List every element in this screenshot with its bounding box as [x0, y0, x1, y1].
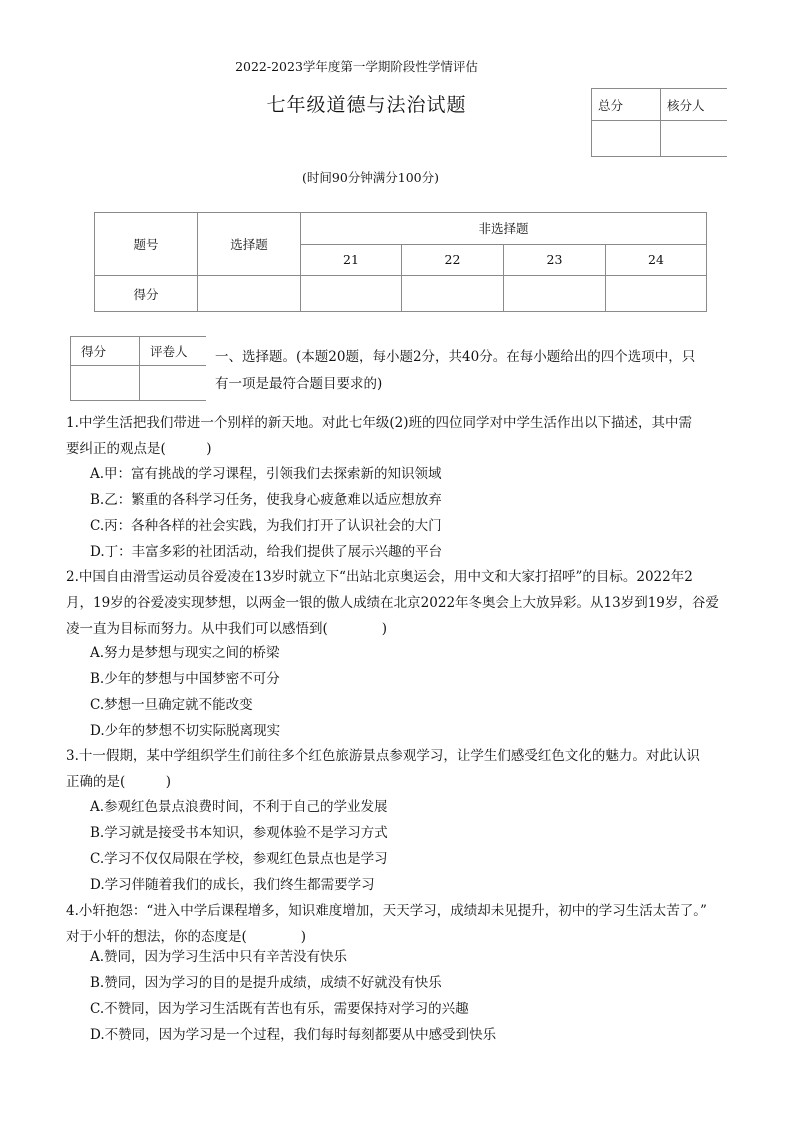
option-c: C.学习不仅仅局限在学校，参观红色景点也是学习 — [90, 851, 388, 867]
option-b: B.少年的梦想与中国梦密不可分 — [90, 671, 280, 687]
question-line: 凌一直为目标而努力。从中我们可以感悟到( ) — [66, 621, 388, 637]
question-4-options — [90, 944, 496, 1048]
reviewer-name-cell — [140, 366, 207, 401]
option-c: C.不赞同，因为学习生活既有苦也有乐，需要保持对学习的兴趣 — [90, 1001, 469, 1017]
reviewer-score-label: 得分 — [71, 337, 140, 366]
question-line: 1.中学生活把我们带进一个别样的新天地。对此七年级(2)班的四位同学对中学生活作出以下描述，其中需 — [66, 415, 693, 431]
exam-title: 七年级道德与法治试题 — [266, 94, 467, 116]
question-number-cell: 21 — [301, 244, 402, 276]
non-choice-header-cell: 非选择题 — [301, 213, 707, 245]
score-cell — [606, 276, 707, 312]
score-cell — [198, 276, 301, 312]
choice-header-cell: 选择题 — [198, 213, 301, 276]
question-1-options — [90, 461, 442, 565]
option-b: B.学习就是接受书本知识，参观体验不是学习方式 — [90, 825, 388, 841]
checker-label: 核分人 — [661, 89, 728, 121]
question-line: 正确的是( ) — [66, 774, 172, 790]
option-d: D.丁：丰富多彩的社团活动，给我们提供了展示兴趣的平台 — [90, 544, 443, 560]
row-header-cell: 题号 — [95, 213, 198, 276]
question-line: 4.小轩抱怨：“进入中学后课程增多，知识难度增加，天天学习，成绩却未见提升，初中的学习生活太苦了。” — [66, 903, 707, 919]
score-cell — [301, 276, 402, 312]
option-d: D.不赞同，因为学习是一个过程，我们每时每刻都要从中感受到快乐 — [90, 1027, 497, 1043]
option-a: A.努力是梦想与现实之间的桥梁 — [90, 645, 280, 661]
option-b: B.乙：繁重的各科学习任务，使我身心疲惫难以适应想放弃 — [90, 492, 442, 508]
question-2-options — [90, 640, 280, 744]
option-c: C.丙：各种各样的社会实践，为我们打开了认识社会的大门 — [90, 518, 442, 534]
score-cell — [504, 276, 606, 312]
question-4 — [66, 898, 736, 950]
checker-cell — [661, 121, 728, 157]
reviewer-box — [70, 336, 206, 401]
question-number-cell: 22 — [402, 244, 504, 276]
option-a: A.甲：富有挑战的学习课程，引领我们去探索新的知识领域 — [90, 466, 442, 482]
question-line: 3.十一假期，某中学组织学生们前往多个红色旅游景点参观学习，让学生们感受红色文化的魅力。对此认识 — [66, 748, 700, 764]
option-c: C.梦想一旦确定就不能改变 — [90, 697, 253, 713]
reviewer-label: 评卷人 — [140, 337, 207, 366]
time-info: (时间90分钟满分100分) — [301, 170, 440, 185]
question-3-options — [90, 794, 388, 898]
question-line: 2.中国自由滑雪运动员谷爱凌在13岁时就立下“出站北京奥运会，用中文和大家打招呼”的目标。2022年2 — [66, 569, 693, 585]
question-3 — [66, 743, 736, 795]
reviewer-score-cell — [71, 366, 140, 401]
option-a: A.参观红色景点浪费时间，不利于自己的学业发展 — [90, 799, 388, 815]
section-one-heading — [215, 344, 735, 398]
question-number-cell: 24 — [606, 244, 707, 276]
question-number-cell: 23 — [504, 244, 606, 276]
total-score-box — [591, 88, 727, 157]
score-cell — [402, 276, 504, 312]
section-line: 有一项是最符合题目要求的) — [215, 376, 383, 392]
question-line: 月，19岁的谷爱凌实现梦想，以两金一银的傲人成绩在北京2022年冬奥会上大放异彩。从13岁到19岁，谷爱 — [66, 595, 719, 611]
option-d: D.少年的梦想不切实际脱离现实 — [90, 723, 281, 739]
question-line: 要纠正的观点是( ) — [66, 441, 212, 457]
total-label: 总分 — [592, 89, 661, 121]
question-2 — [66, 564, 736, 642]
question-1 — [66, 410, 736, 462]
option-a: A.赞同，因为学习生活中只有辛苦没有快乐 — [90, 949, 348, 965]
section-line: 一、选择题。(本题20题，每小题2分，共40分。在每小题给出的四个选项中，只 — [215, 349, 696, 365]
option-b: B.赞同，因为学习的目的是提升成绩，成绩不好就没有快乐 — [90, 975, 442, 991]
exam-subtitle: 2022-2023学年度第一学期阶段性学情评估 — [235, 59, 478, 74]
score-label-cell: 得分 — [95, 276, 198, 312]
question-line: 对于小轩的想法，你的态度是( ) — [66, 929, 307, 945]
option-d: D.学习伴随着我们的成长，我们终生都需要学习 — [90, 877, 375, 893]
score-table — [94, 212, 707, 312]
total-score-cell — [592, 121, 661, 157]
